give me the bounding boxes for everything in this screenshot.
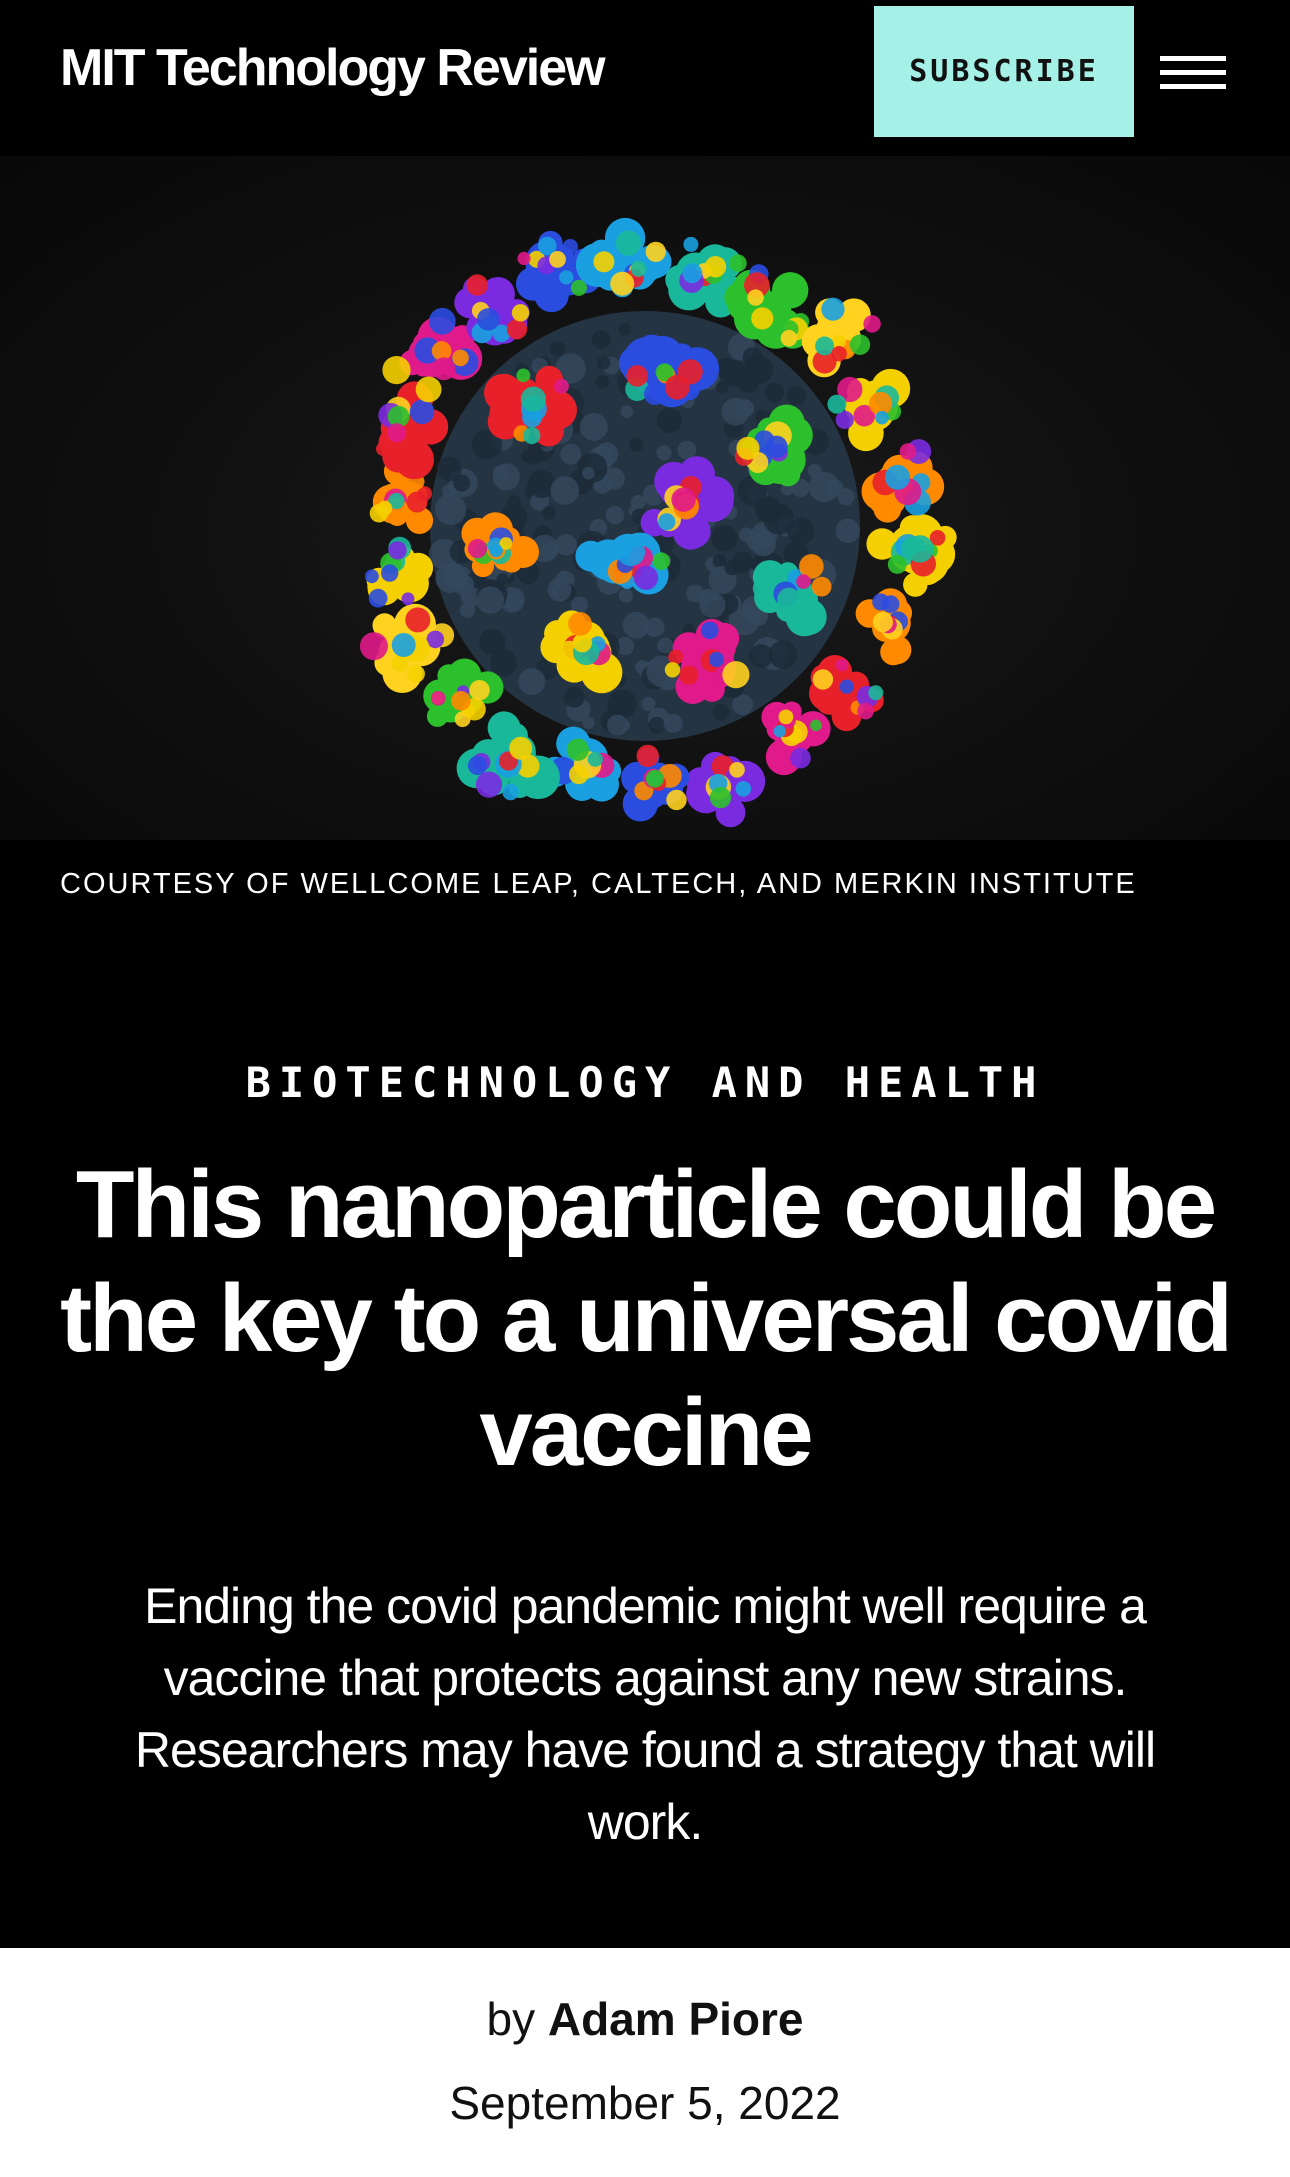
- site-logo[interactable]: MIT Technology Review: [60, 39, 604, 97]
- subscribe-button[interactable]: SUBSCRIBE: [874, 6, 1134, 137]
- article-header: [0, 948, 1290, 1948]
- publish-date: September 5, 2022: [449, 2077, 841, 2129]
- byline: [0, 1992, 1290, 2046]
- image-caption: COURTESY OF WELLCOME LEAP, CALTECH, AND MERKIN INSTITUTE: [60, 868, 1137, 900]
- hamburger-menu-icon[interactable]: [1160, 56, 1226, 90]
- category-label[interactable]: BIOTECHNOLOGY AND HEALTH: [245, 1058, 1045, 1107]
- byline-section: [0, 1948, 1290, 2177]
- article-dek: Ending the covid pandemic might well require a vaccine that protects against any new strains. Researchers may have found a strategy that will work.: [134, 1578, 1156, 1850]
- nanoparticle-illustration: [0, 156, 1290, 840]
- site-header: [0, 0, 1290, 156]
- byline-prefix: by: [486, 1993, 536, 2045]
- hero-image: [0, 156, 1290, 840]
- image-caption-band: [0, 840, 1290, 948]
- page-title: This nanoparticle could be the key to a universal covid vaccine: [60, 1151, 1230, 1486]
- author-link[interactable]: Adam Piore: [547, 1993, 804, 2045]
